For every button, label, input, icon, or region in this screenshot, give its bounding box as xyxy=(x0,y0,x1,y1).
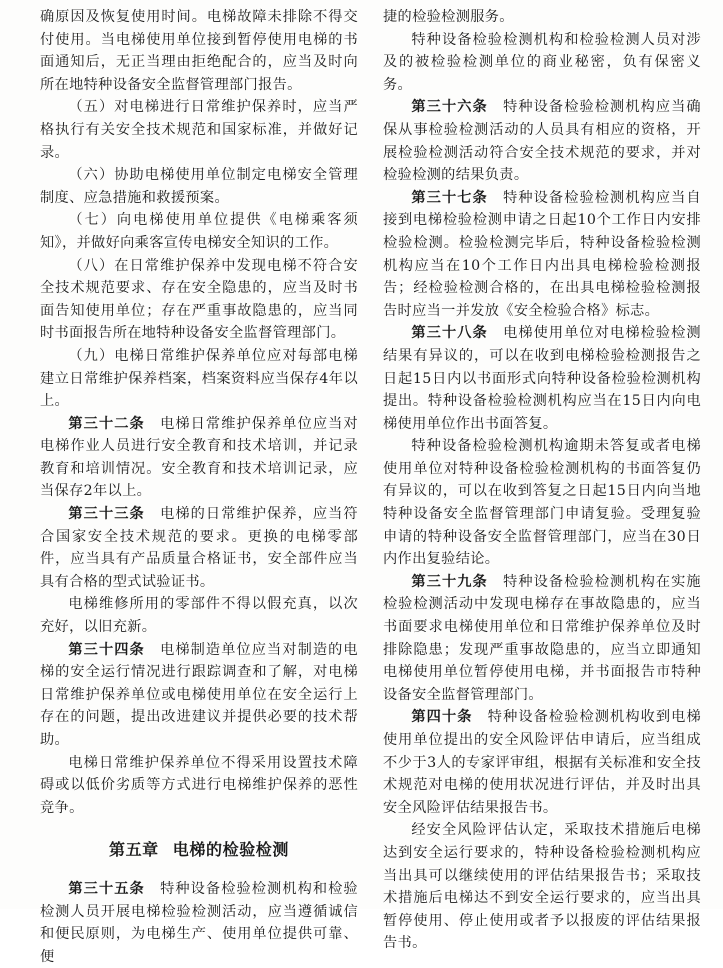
article-34 xyxy=(40,639,358,752)
article-35-text: 特种设备检验检测机构和检验检测人员开展电梯检验检测活动，应当遵循诚信和便民原则，为电梯生产、使用单位提供可靠、便 xyxy=(40,880,358,965)
article-33-title: 第三十三条 xyxy=(68,506,145,523)
article-38 xyxy=(383,322,701,435)
left-column xyxy=(40,6,358,968)
paragraph-item-6: （六）协助电梯使用单位制定电梯安全管理制度、应急措施和救援预案。 xyxy=(40,167,358,206)
article-38-text: 电梯使用单位对电梯检验检测结果有异议的，可以在收到电梯检验检测报告之日起15日内以书面形式向特种设备检验检测机构提出。特种设备检验检测机构应当在15日内向电梯使用单位作出书面答复。 xyxy=(383,325,701,432)
paragraph-parts-rule: 电梯维修所用的零部件不得以假充真，以次充好，以旧充新。 xyxy=(40,596,358,636)
paragraph-confidentiality: 特种设备检验检测机构和检验检测人员对涉及的被检验检测单位的商业秘密，负有保密义务。 xyxy=(383,31,701,93)
article-40-text: 特种设备检验检测机构收到电梯使用单位提出的安全风险评估申请后，应当组成不少于3人的专家评审组，根据有关标准和安全技术规范对电梯的使用状况进行评估，并及时出具安全风险评估结果报告书。 xyxy=(383,709,701,816)
article-39-title: 第三十九条 xyxy=(411,573,488,590)
paragraph-continuation-right: 捷的检验检测服务。 xyxy=(383,9,514,25)
article-32-title: 第三十二条 xyxy=(68,415,145,432)
article-32 xyxy=(40,413,358,503)
paragraph-item-7: （七）向电梯使用单位提供《电梯乘客须知》，并做好向乘客宣传电梯安全知识的工作。 xyxy=(40,212,358,251)
article-35-title: 第三十五条 xyxy=(68,880,145,897)
paragraph-continuation: 确原因及恢复使用时间。电梯故障未排除不得交付使用。当电梯使用单位接到暂停使用电梯的书面通知后，无正当理由拒绝配合的，应当及时向所在地特种设备安全监督管理部门报告。 xyxy=(40,9,358,93)
chapter-number: 第五章 xyxy=(108,840,159,860)
chapter-title: 电梯的检验检测 xyxy=(172,840,289,860)
right-column xyxy=(383,6,701,955)
article-36-title: 第三十六条 xyxy=(411,99,488,116)
article-35 xyxy=(40,878,358,968)
paragraph-risk-assessment: 经安全风险评估认定，采取技术措施后电梯达到安全运行要求的，特种设备检验检测机构应当出具可以继续使用的评估结果报告书；采取技术措施后电梯达不到安全运行要求的，应当出具暂停使用、停止使用或者予以报废的评估结果报告书。 xyxy=(383,822,701,952)
paragraph-item-8: （八）在日常维护保养中发现电梯不符合安全技术规范要求、存在安全隐患的，应当及时书面告知使用单位；存在严重事故隐患的，应当同时书面报告所在地特种设备安全监督管理部门。 xyxy=(40,257,358,342)
article-32-text: 电梯日常维护保养单位应当对电梯作业人员进行安全教育和技术培训，并记录教育和培训情况。安全教育和技术培训记录，应当保存2年以上。 xyxy=(40,415,358,500)
paragraph-item-9: （九）电梯日常维护保养单位应对每部电梯建立日常维护保养档案，档案资料应当保存4年以上。 xyxy=(40,347,358,410)
paragraph-item-5: （五）对电梯进行日常维护保养时，应当严格执行有关安全技术规范和国家标准，并做好记录。 xyxy=(40,99,358,161)
article-39 xyxy=(383,571,701,707)
article-38-title: 第三十八条 xyxy=(411,325,488,342)
article-40 xyxy=(383,706,701,819)
article-40-title: 第四十条 xyxy=(411,709,473,726)
article-36 xyxy=(383,96,701,186)
article-33 xyxy=(40,503,358,593)
article-33-text: 电梯的日常维护保养，应当符合国家安全技术规范的要求。更换的电梯零部件，应当具有产品质量合格证书，安全部件应当具有合格的型式试验证书。 xyxy=(40,506,358,590)
paragraph-reinspection: 特种设备检验检测机构逾期未答复或者电梯使用单位对特种设备检验检测机构的书面答复仍有异议的，可以在收到答复之日起15日内向当地特种设备安全监督管理部门申请复验。受理复验申请的特种设备安全监督管理部门，应当在30日内作出复验结论。 xyxy=(383,438,701,568)
article-34-text: 电梯制造单位应当对制造的电梯的安全运行情况进行跟踪调查和了解，对电梯日常维护保养单位或电梯使用单位在安全运行上存在的问题，提出改进建议并提供必要的技术帮助。 xyxy=(40,641,358,748)
article-34-title: 第三十四条 xyxy=(68,641,145,658)
article-36-text: 特种设备检验检测机构应当确保从事检验检测活动的人员具有相应的资格，开展检验检测活动符合安全技术规范的要求，并对检验检测的结果负责。 xyxy=(383,99,701,184)
article-37 xyxy=(383,187,701,323)
article-37-title: 第三十七条 xyxy=(411,189,488,206)
chapter-heading xyxy=(40,839,358,862)
paragraph-competition-rule: 电梯日常维护保养单位不得采用设置技术障碍或以低价劣质等方式进行电梯维护保养的恶性竞争。 xyxy=(40,754,358,816)
article-37-text: 特种设备检验检测机构应当自接到电梯检验检测申请之日起10个工作日内安排检验检测。检验检测完毕后，特种设备检验检测机构应当在10个工作日内出具电梯检验检测报告；经检验检测合格的，在出具电梯检验检测报告时应当一并发放《安全检验合格》标志。 xyxy=(383,189,701,319)
article-39-text: 特种设备检验检测机构在实施检验检测活动中发现电梯存在事故隐患的，应当书面要求电梯使用单位和日常维护保养单位及时排除隐患；发现严重事故隐患的，应当立即通知电梯使用单位暂停使用电梯，并书面报告市特种设备安全监督管理部门。 xyxy=(383,573,701,703)
